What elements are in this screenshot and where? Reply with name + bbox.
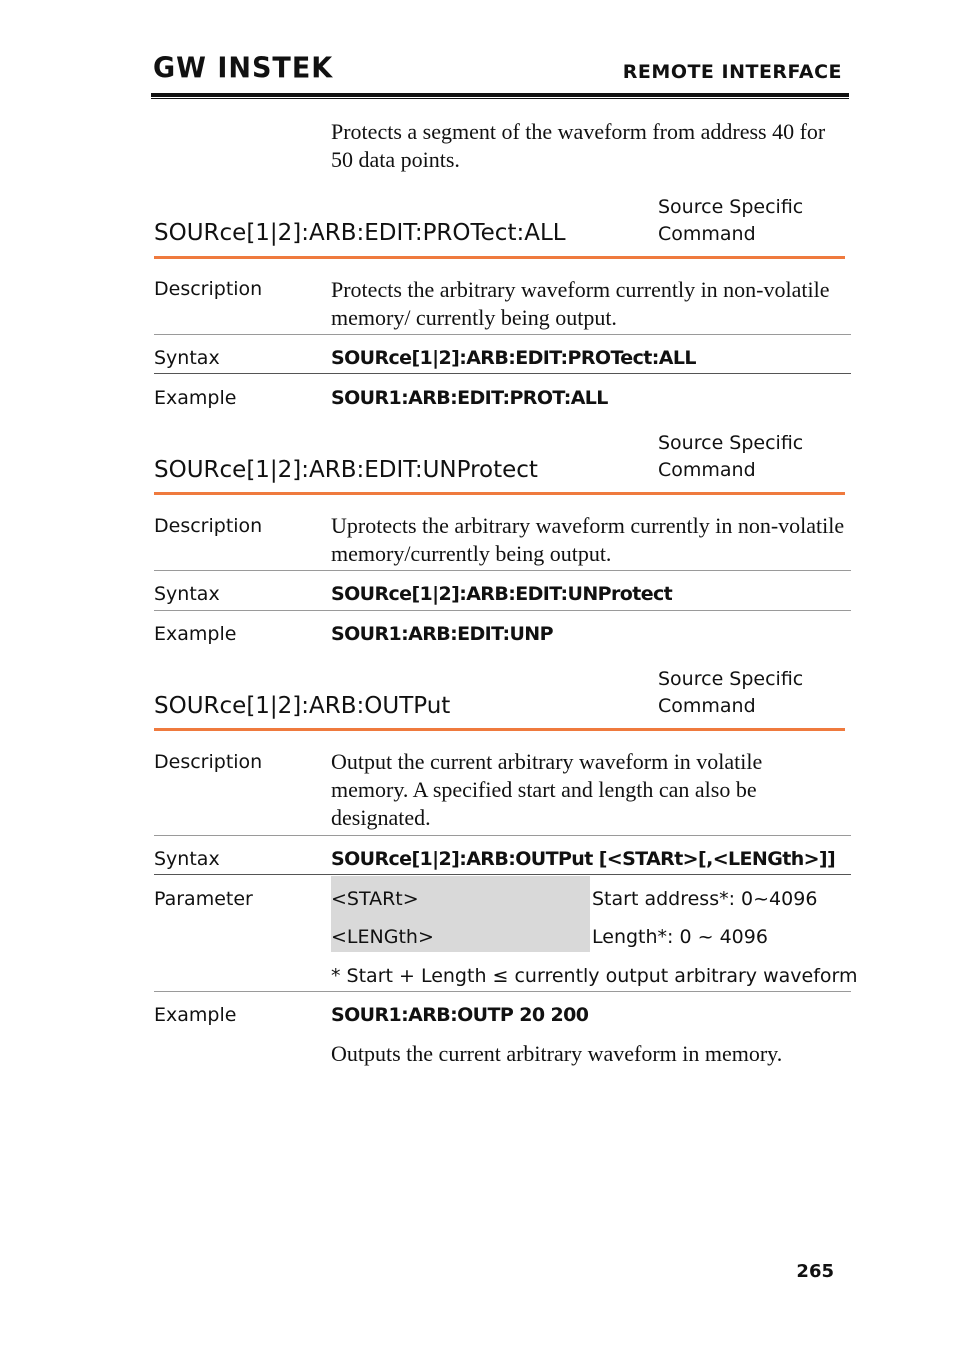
badge-line1: Source Specific: [658, 668, 804, 690]
command-title: SOURce[1|2]:ARB:OUTPut: [154, 693, 451, 719]
title-underline: [154, 492, 845, 495]
row-divider: [154, 373, 851, 374]
parameter-name: <STARt>: [331, 888, 419, 910]
parameter-desc: Length*: 0 ~ 4096: [592, 926, 768, 948]
badge-line1: Source Specific: [658, 432, 804, 454]
description-label: Description: [154, 751, 263, 773]
syntax-label: Syntax: [154, 347, 220, 369]
row-divider: [154, 610, 851, 611]
row-divider: [154, 835, 851, 836]
badge-line2: Command: [658, 223, 756, 245]
parameter-label: Parameter: [154, 888, 253, 910]
syntax-label: Syntax: [154, 848, 220, 870]
syntax-text: SOURce[1|2]:ARB:OUTPut [<STARt>[,<LENGth>]]: [331, 848, 836, 870]
section-header: REMOTE INTERFACE: [622, 61, 842, 83]
parameter-name: <LENGth>: [331, 926, 434, 948]
example-text: SOUR1:ARB:EDIT:UNP: [331, 623, 553, 645]
header-rule: [151, 93, 849, 97]
syntax-label: Syntax: [154, 583, 220, 605]
page-number: 265: [796, 1261, 834, 1282]
brand-logo: GW INSTEK: [153, 52, 334, 85]
title-underline: [154, 728, 845, 731]
example-label: Example: [154, 1004, 237, 1026]
description-label: Description: [154, 278, 263, 300]
row-divider: [154, 334, 851, 335]
parameter-note: * Start + Length ≤ currently output arbitrary waveform: [331, 965, 858, 987]
intro-text: Protects a segment of the waveform from address 40 for 50 data points.: [331, 119, 826, 172]
badge-line1: Source Specific: [658, 196, 804, 218]
row-divider: [154, 570, 851, 571]
badge-line2: Command: [658, 459, 756, 481]
description-label: Description: [154, 515, 263, 537]
header-rule-thin: [151, 98, 849, 99]
row-divider: [154, 874, 851, 875]
example-label: Example: [154, 623, 237, 645]
badge-line2: Command: [658, 695, 756, 717]
example-text: SOUR1:ARB:EDIT:PROT:ALL: [331, 387, 608, 409]
command-title: SOURce[1|2]:ARB:EDIT:UNProtect: [154, 457, 538, 483]
description-text: Protects the arbitrary waveform currently in non-volatile memory/ currently being output.: [331, 277, 830, 330]
example-label: Example: [154, 387, 237, 409]
syntax-text: SOURce[1|2]:ARB:EDIT:UNProtect: [331, 583, 673, 605]
example-note: Outputs the current arbitrary waveform in memory.: [331, 1041, 783, 1066]
example-text: SOUR1:ARB:OUTP 20 200: [331, 1004, 589, 1026]
command-title: SOURce[1|2]:ARB:EDIT:PROTect:ALL: [154, 220, 566, 246]
title-underline: [154, 256, 845, 259]
syntax-text: SOURce[1|2]:ARB:EDIT:PROTect:ALL: [331, 347, 696, 369]
parameter-desc: Start address*: 0~4096: [592, 888, 818, 910]
description-text: Output the current arbitrary waveform in volatile memory. A specified start and length can also be designated.: [331, 749, 763, 830]
description-text: Uprotects the arbitrary waveform currently in non-volatile memory/currently being output.: [331, 513, 845, 566]
row-divider: [154, 991, 851, 992]
